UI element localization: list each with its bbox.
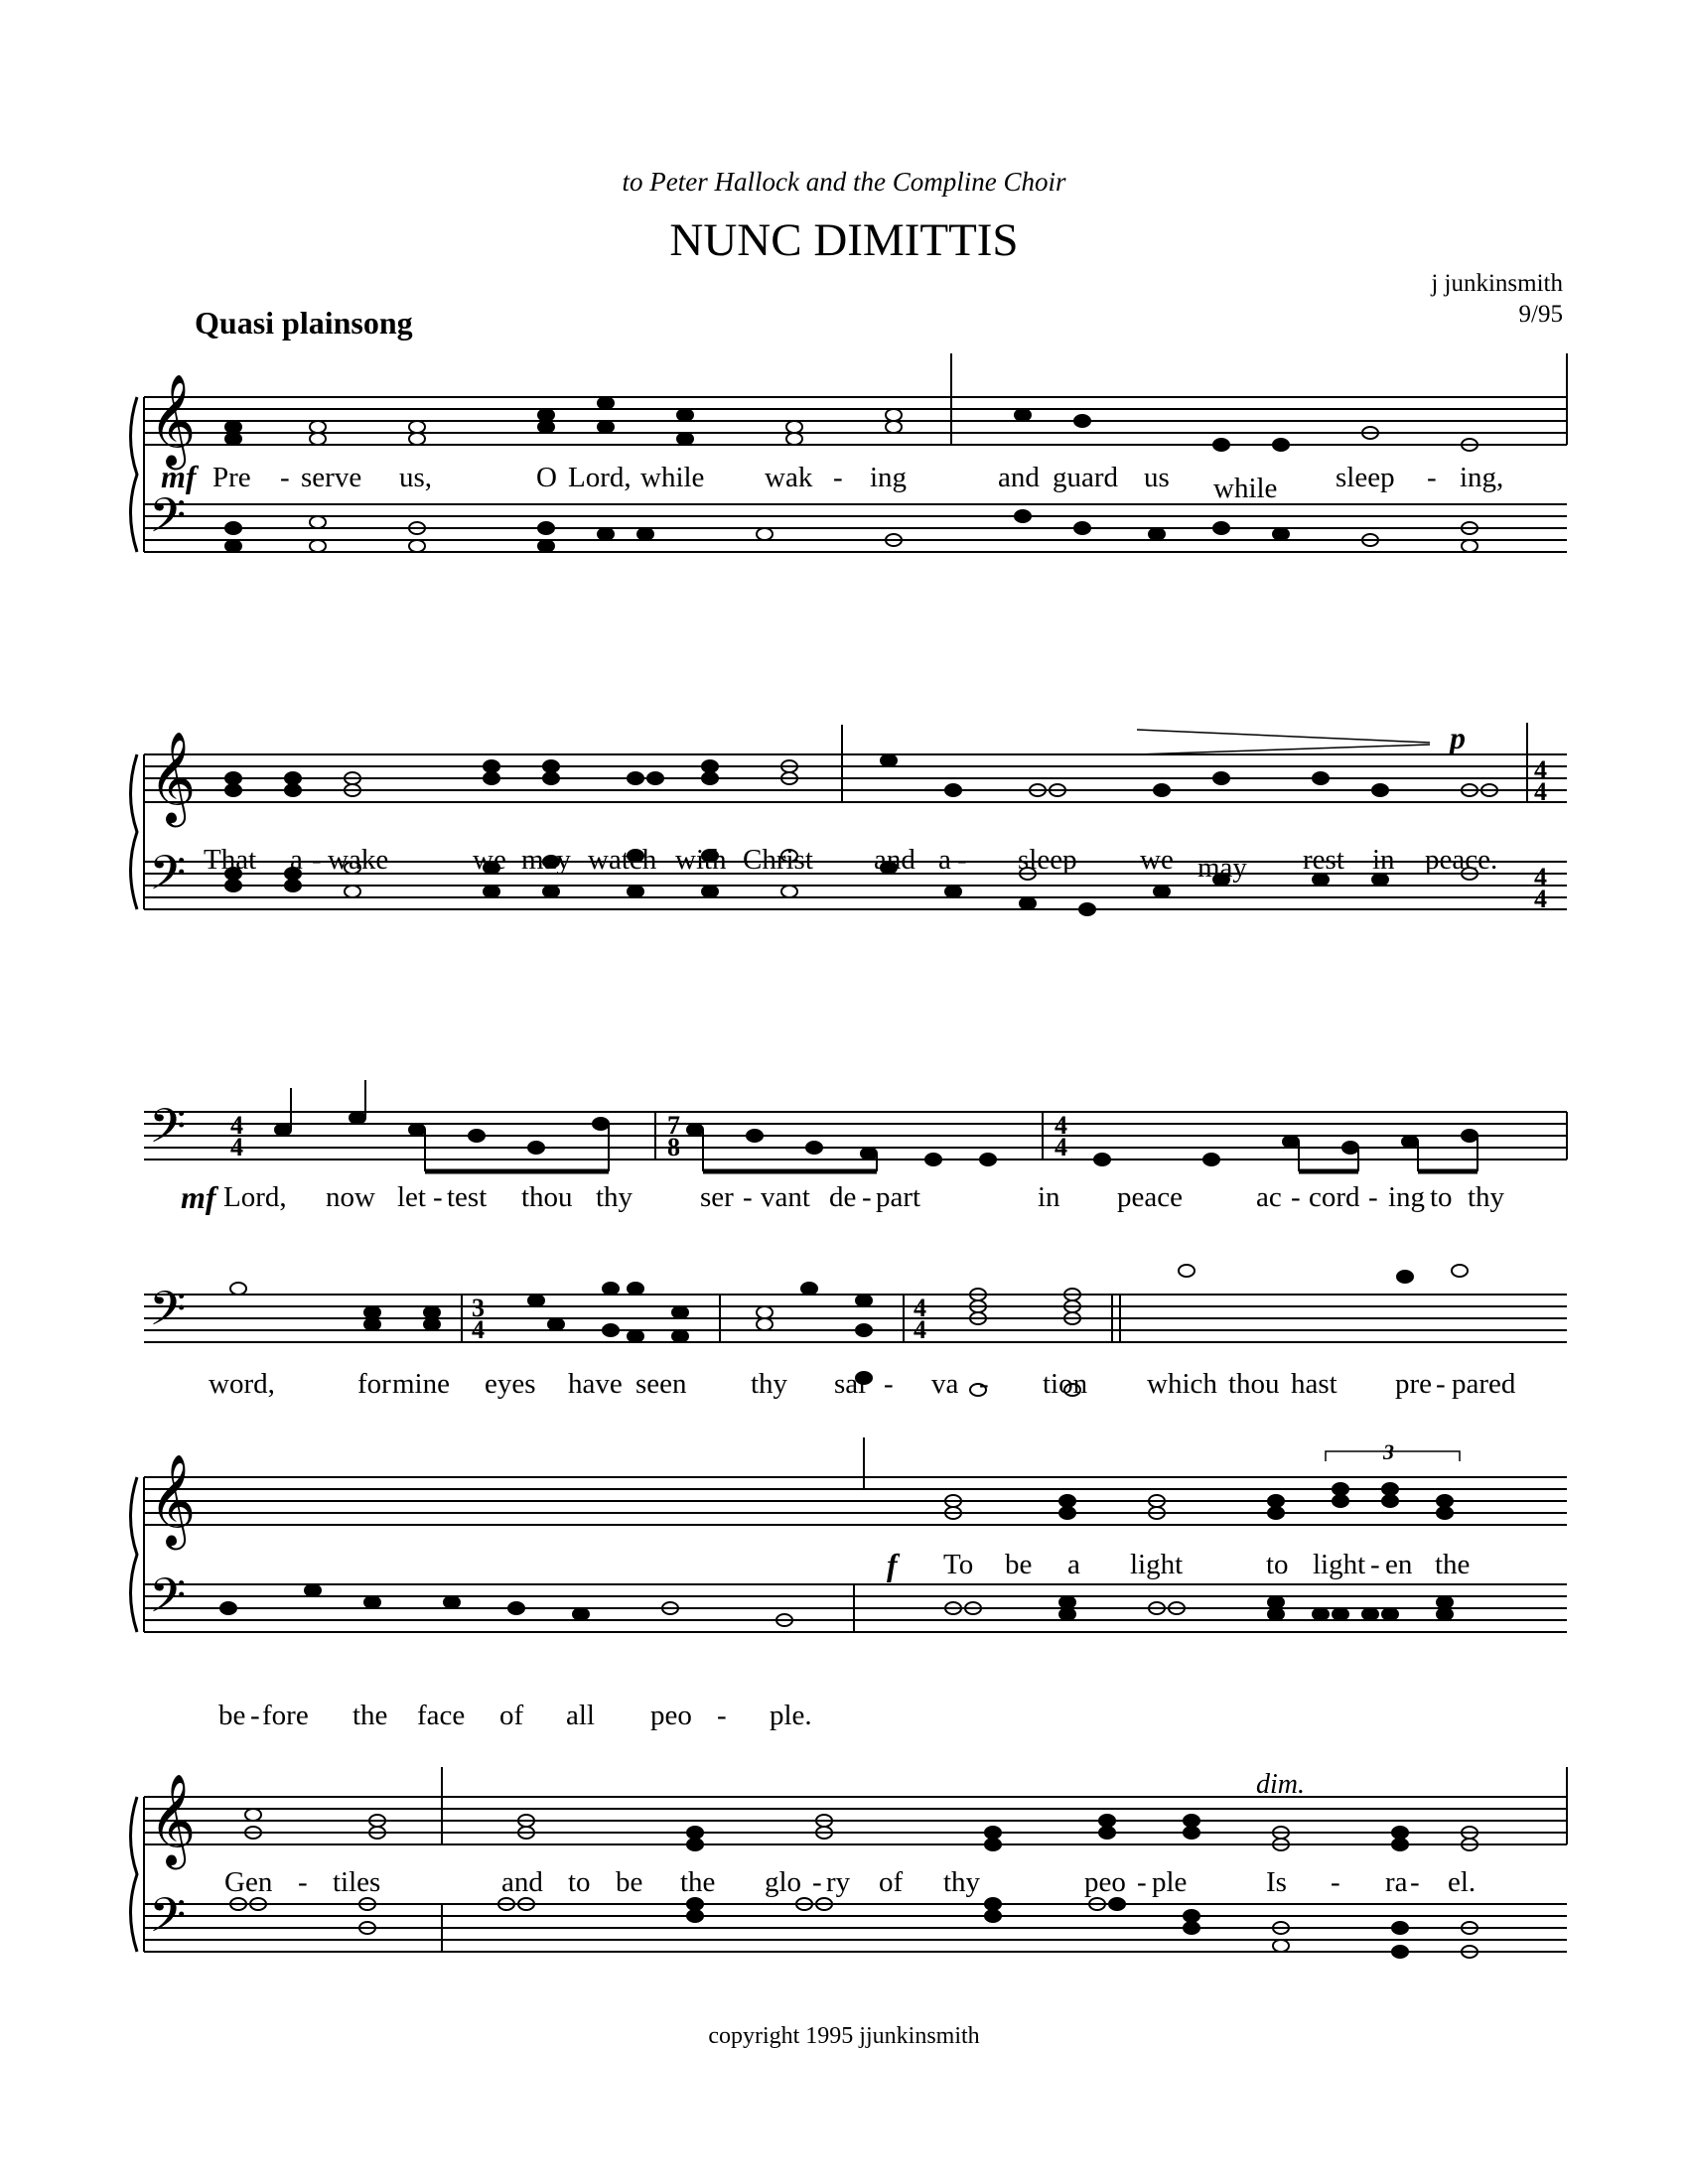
lyric: thy <box>596 1181 633 1213</box>
lyric: test <box>447 1181 488 1213</box>
lyric: watch <box>588 844 657 876</box>
lyric: a <box>290 844 303 876</box>
svg-text:4: 4 <box>230 1133 243 1161</box>
lyric: - <box>312 844 322 876</box>
lyric: ra <box>1385 1866 1408 1898</box>
svg-text:4: 4 <box>1534 755 1547 784</box>
svg-text:𝄞: 𝄞 <box>149 731 197 823</box>
svg-text:3: 3 <box>472 1294 485 1322</box>
lyric: - <box>1370 1549 1380 1580</box>
lyric: Lord, <box>223 1181 287 1213</box>
lyric: - <box>833 462 843 493</box>
svg-text:𝄢: 𝄢 <box>149 1098 187 1165</box>
lyric: for <box>357 1368 391 1400</box>
lyric: - <box>1331 1866 1340 1898</box>
lyric: Is <box>1266 1866 1287 1898</box>
svg-text:4: 4 <box>230 1111 243 1140</box>
lyric: That <box>204 844 257 876</box>
lyric: cord <box>1309 1181 1360 1213</box>
lyric: - <box>280 462 290 493</box>
lyric: ry <box>826 1866 851 1898</box>
svg-text:𝄢: 𝄢 <box>149 1281 187 1348</box>
lyric: - <box>1427 462 1437 493</box>
svg-text:4: 4 <box>914 1294 926 1322</box>
lyric: rest <box>1303 844 1344 876</box>
lyric: - <box>979 1368 989 1400</box>
lyric: us <box>1144 462 1170 493</box>
lyric: wak <box>765 462 813 493</box>
lyric: peo <box>650 1700 692 1731</box>
lyric: ser <box>700 1181 734 1213</box>
lyric: tiles <box>333 1866 381 1898</box>
system-5-clefs <box>149 1439 1394 1635</box>
tuplet-number: 3 <box>1383 1439 1394 1464</box>
lyric: we <box>473 844 506 876</box>
lyric: be <box>1005 1549 1033 1580</box>
lyric: - <box>743 1181 753 1213</box>
lyric: Christ <box>743 844 813 876</box>
lyric: the <box>1435 1549 1471 1580</box>
lyric: now <box>326 1181 375 1213</box>
lyric: peace <box>1117 1181 1183 1213</box>
system-6-notes <box>230 1809 1477 1958</box>
lyric: ac <box>1256 1181 1282 1213</box>
lyric: eyes <box>485 1368 536 1400</box>
lyric: To <box>943 1549 974 1580</box>
svg-text:8: 8 <box>667 1133 680 1161</box>
lyric: while <box>640 462 705 493</box>
lyric: thou <box>521 1181 573 1213</box>
lyric: of <box>879 1866 904 1898</box>
dynamic-f: f <box>887 1547 898 1582</box>
lyric: Pre <box>212 462 251 493</box>
lyric: - <box>1368 1181 1378 1213</box>
lyric: let <box>397 1181 426 1213</box>
lyric: which <box>1147 1368 1217 1400</box>
lyric: - <box>250 1700 260 1731</box>
lyric: while <box>1213 473 1278 504</box>
lyric: be <box>218 1700 246 1731</box>
lyric: va <box>931 1368 959 1400</box>
svg-text:𝄞: 𝄞 <box>149 373 197 466</box>
lyric: el. <box>1448 1866 1477 1898</box>
lyric: pared <box>1452 1368 1516 1400</box>
lyric: tion <box>1043 1368 1088 1400</box>
svg-text:4: 4 <box>1534 863 1547 891</box>
lyric: - <box>812 1866 822 1898</box>
lyric: en <box>1385 1549 1413 1580</box>
svg-text:𝄢: 𝄢 <box>149 845 187 912</box>
lyric: ple. <box>770 1700 812 1731</box>
lyric: in <box>1038 1181 1060 1213</box>
lyric: glo <box>765 1866 802 1898</box>
lyric: ing <box>870 462 908 493</box>
svg-text:4: 4 <box>1534 885 1547 913</box>
lyric: - <box>884 1368 894 1400</box>
lyric: O <box>536 462 557 493</box>
composer-name: j junkinsmith <box>1431 270 1563 297</box>
lyric: to <box>1266 1549 1289 1580</box>
lyric: thy <box>943 1866 981 1898</box>
system-1-staves <box>131 353 1568 552</box>
lyric: a <box>1067 1549 1080 1580</box>
lyric: part <box>876 1181 921 1213</box>
lyric: vant <box>761 1181 810 1213</box>
lyric: be <box>616 1866 643 1898</box>
lyric: seen <box>635 1368 687 1400</box>
svg-text:4: 4 <box>1055 1133 1067 1161</box>
lyric: in <box>1372 844 1395 876</box>
lyric: sal <box>834 1368 867 1400</box>
lyric: and <box>501 1866 543 1898</box>
lyric: thou <box>1228 1368 1280 1400</box>
lyric: guard <box>1053 462 1119 493</box>
lyric: peace. <box>1425 844 1498 876</box>
system-2-staves <box>131 723 1568 909</box>
lyric: thy <box>751 1368 788 1400</box>
svg-text:𝄞: 𝄞 <box>149 1453 197 1546</box>
lyric: sleep <box>1336 462 1395 493</box>
lyric: wake <box>328 844 389 876</box>
lyric: ple <box>1152 1866 1188 1898</box>
svg-text:4: 4 <box>1534 777 1547 806</box>
dynamic-mf-2: mf <box>181 1179 216 1215</box>
lyric: face <box>417 1700 466 1731</box>
system-5-staves <box>131 1437 1568 1632</box>
lyric: light <box>1130 1549 1184 1580</box>
lyric: pre <box>1395 1368 1433 1400</box>
dynamic-mf-1: mf <box>161 459 197 494</box>
lyric: and <box>998 462 1040 493</box>
lyric: thy <box>1468 1181 1505 1213</box>
lyric: Gen <box>224 1866 273 1898</box>
lyric: sleep <box>1018 844 1077 876</box>
lyric: mine <box>392 1368 450 1400</box>
svg-text:𝄢: 𝄢 <box>149 1568 187 1635</box>
lyric: with <box>675 844 727 876</box>
lyric: word, <box>209 1368 275 1400</box>
dynamic-p: p <box>1450 720 1466 755</box>
lyric: hast <box>1291 1368 1337 1400</box>
lyric: Lord, <box>568 462 632 493</box>
lyric: have <box>568 1368 623 1400</box>
composition-date: 9/95 <box>1518 301 1563 328</box>
svg-text:4: 4 <box>914 1315 926 1344</box>
lyric: ing, <box>1460 462 1504 493</box>
lyric: and <box>874 844 915 876</box>
lyric: de <box>829 1181 857 1213</box>
lyric: us, <box>399 462 433 493</box>
lyric: serve <box>301 462 362 493</box>
tempo-marking: Quasi plainsong <box>195 305 413 341</box>
system-3-notes <box>275 1080 1477 1171</box>
lyric: peo <box>1084 1866 1126 1898</box>
svg-text:𝄞: 𝄞 <box>149 1773 197 1865</box>
lyric: - <box>298 1866 308 1898</box>
lyric: - <box>1137 1866 1147 1898</box>
lyric: to <box>568 1866 591 1898</box>
page-title: NUNC DIMITTIS <box>669 214 1019 266</box>
lyric: - <box>957 844 967 876</box>
lyric: to <box>1430 1181 1453 1213</box>
lyric: fore <box>262 1700 309 1731</box>
lyric: the <box>352 1700 388 1731</box>
lyric: light <box>1313 1549 1366 1580</box>
lyric: - <box>1436 1368 1446 1400</box>
lyric: of <box>499 1700 524 1731</box>
system-6-staves <box>131 1767 1568 1952</box>
dedication: to Peter Hallock and the Compline Choir <box>622 167 1066 197</box>
svg-text:4: 4 <box>472 1315 485 1344</box>
lyric: - <box>862 1181 872 1213</box>
lyric: we <box>1140 844 1174 876</box>
lyric: - <box>717 1700 727 1731</box>
lyric: may <box>521 844 571 876</box>
lyric: ing <box>1388 1181 1426 1213</box>
lyric: a <box>938 844 951 876</box>
lyric: - <box>1410 1866 1420 1898</box>
lyric: - <box>1291 1181 1301 1213</box>
svg-text:4: 4 <box>1055 1111 1067 1140</box>
svg-text:𝄢: 𝄢 <box>149 1887 187 1955</box>
lyric: all <box>566 1700 595 1731</box>
copyright-notice: copyright 1995 jjunkinsmith <box>708 2023 980 2049</box>
svg-text:7: 7 <box>667 1111 680 1140</box>
dim-marking: dim. <box>1256 1769 1305 1800</box>
lyric: - <box>433 1181 443 1213</box>
lyric: may <box>1197 852 1247 884</box>
svg-text:𝄢: 𝄢 <box>149 487 187 555</box>
lyric: the <box>680 1866 716 1898</box>
